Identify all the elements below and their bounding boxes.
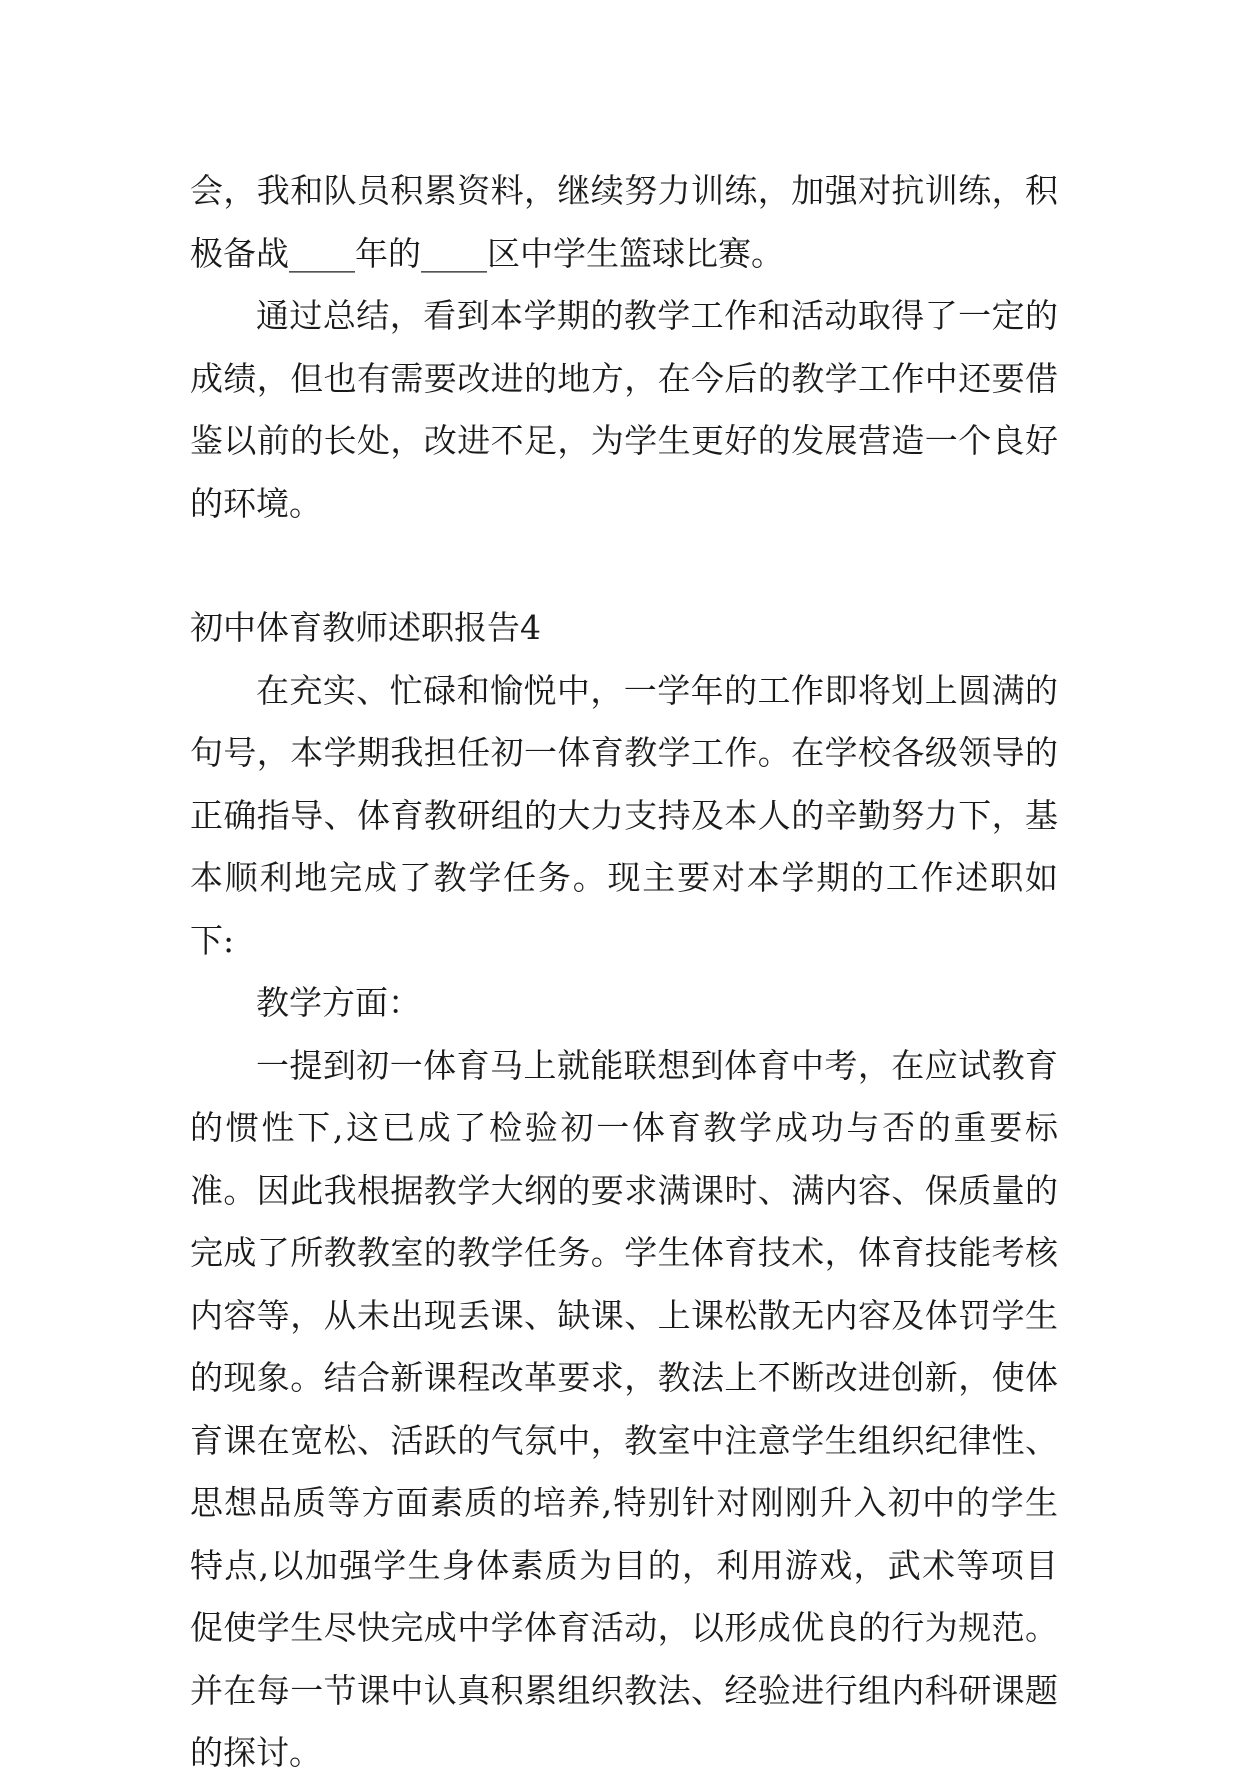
subheading-teaching: 教学方面： xyxy=(256,983,421,1022)
paragraph-intro: 在充实、忙碌和愉悦中，一学年的工作即将划上圆满的句号，本学期我担任初一体育教学工作。在学校各级领导的正确指导、体育教研组的大力支持及本人的辛勤努力下，基本顺利地完成了教学任务。现主要对本学期的工作述职如下: xyxy=(190,670,1058,960)
paragraph-continuation: 会，我和队员积累资料，继续努力训练，加强对抗训练，积极备战____年的____区中学生篮球比赛。 xyxy=(190,171,1058,273)
paragraph-summary: 通过总结，看到本学期的教学工作和活动取得了一定的成绩，但也有需要改进的地方，在今后的教学工作中还要借鉴以前的长处，改进不足，为学生更好的发展营造一个良好的环境。 xyxy=(190,296,1058,523)
section-heading: 初中体育教师述职报告4 xyxy=(190,608,541,647)
paragraph-teaching: 一提到初一体育马上就能联想到体育中考，在应试教育的惯性下,这已成了检验初一体育教学成功与否的重要标准。因此我根据教学大纲的要求满课时、满内容、保质量的完成了所教教室的教学任务。学生体育技术，体育技能考核内容等，从未出现丢课、缺课、上课松散无内容及体罚学生的现象。结合新课程改革要求，教法上不断改进创新，使体育课在宽松、活跃的气氛中，教室中注意学生组织纪律性、思想品质等方面素质的培养,特别针对刚刚升入初中的学生特点,以加强学生身体素质为目的，利用游戏，武术等项目促使学生尽快完成中学体育活动，以形成优良的行为规范。并在每一节课中认真积累组织教法、经验进行组内科研课题的探讨。 xyxy=(190,1045,1058,1772)
document-body xyxy=(190,160,1058,1785)
